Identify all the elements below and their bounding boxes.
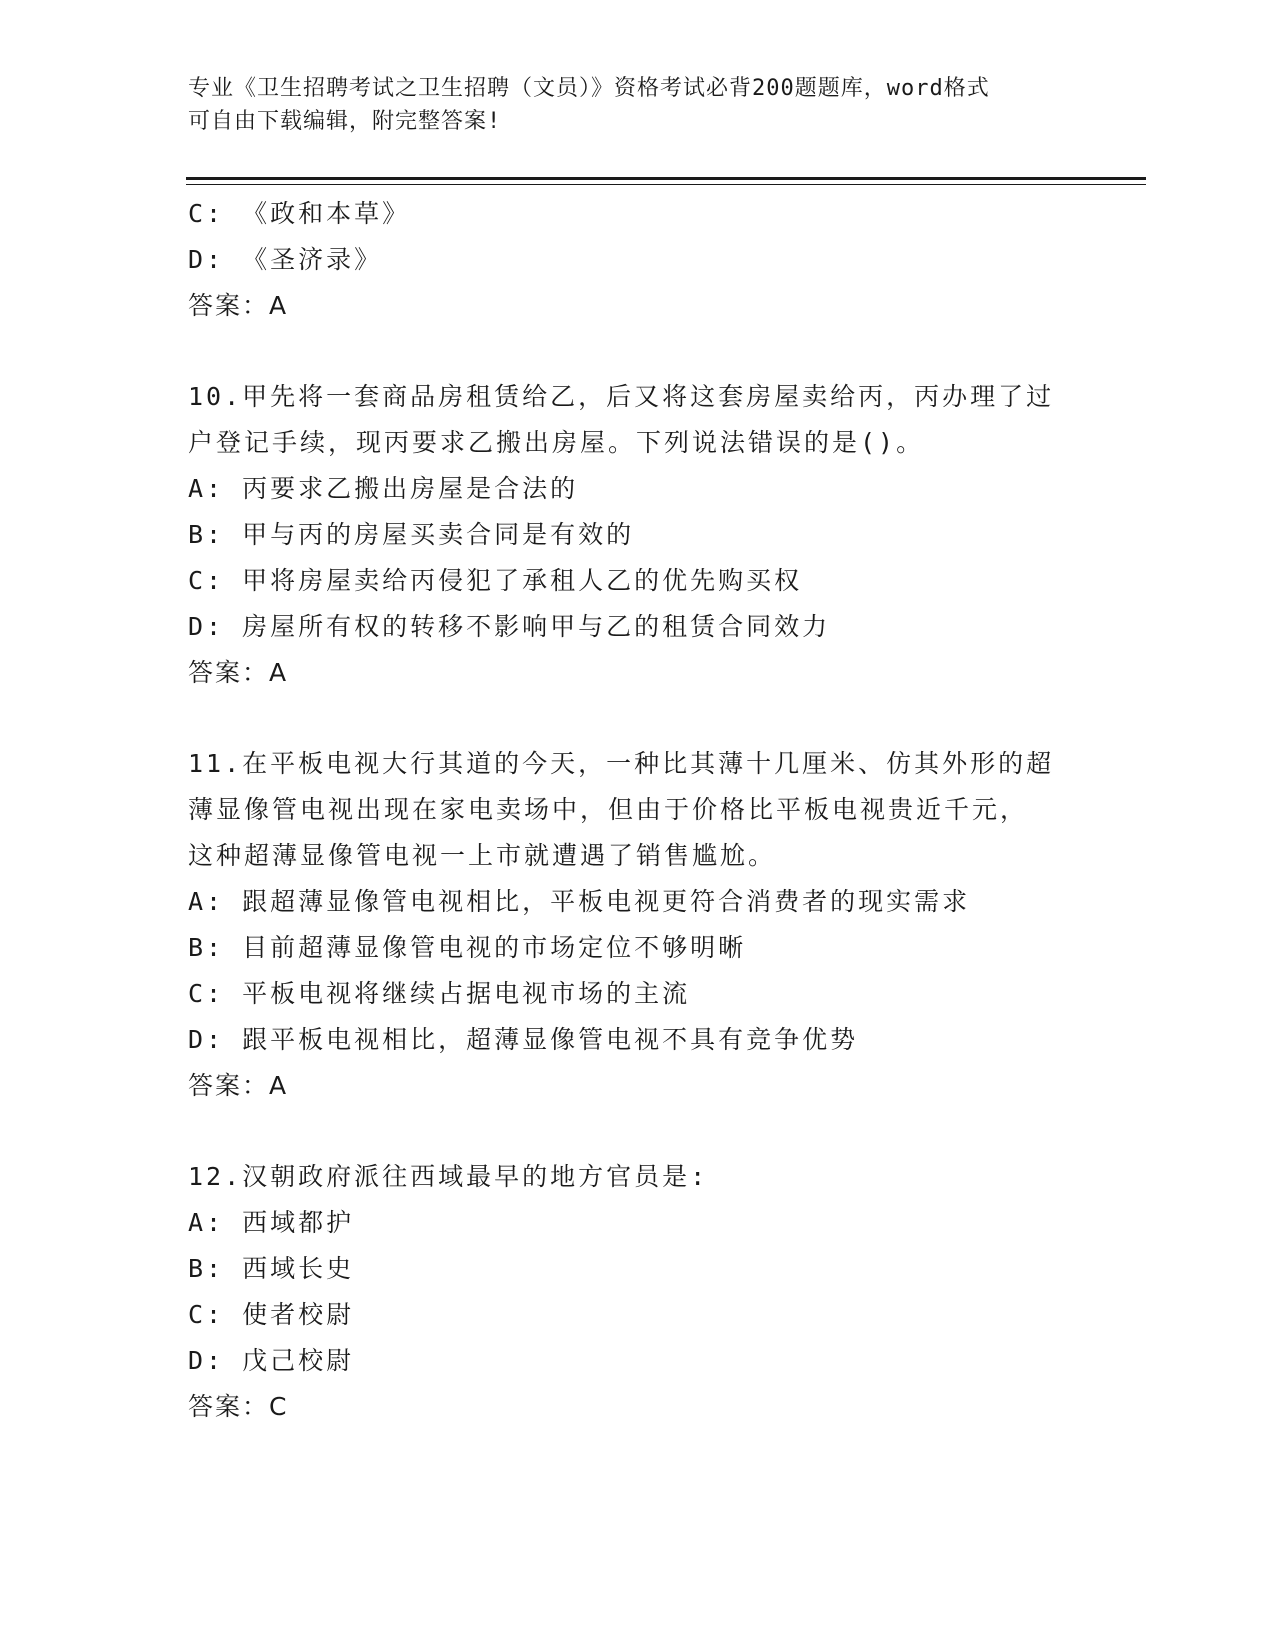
answer-line: 答案：A [188,658,289,687]
option-d: D: 戊己校尉 [188,1346,355,1375]
question-list [188,191,1088,1430]
option-d: D: 《圣济录》 [188,245,383,274]
answer-line: 答案：A [188,291,289,320]
option-c: C: 《政和本草》 [188,199,411,228]
answer-line: 答案：A [188,1071,289,1100]
header-divider-thick [186,177,1146,180]
option-c: C: 甲将房屋卖给丙侵犯了承租人乙的优先购买权 [188,566,803,595]
option-c: C: 使者校尉 [188,1300,355,1329]
spacer [188,1109,1088,1154]
question-9-tail [188,191,1088,329]
option-d: D: 跟平板电视相比，超薄显像管电视不具有竞争优势 [188,1025,859,1054]
header-divider-thin [186,184,1146,185]
option-a: A: 西域都护 [188,1208,355,1237]
question-stem: 11.在平板电视大行其道的今天，一种比其薄十几厘米、仿其外形的超 [188,749,1055,778]
question-10 [188,374,1088,696]
option-b: B: 目前超薄显像管电视的市场定位不够明晰 [188,933,747,962]
header-line-1: 专业《卫生招聘考试之卫生招聘（文员）》资格考试必背200题题库，word格式 [188,76,990,101]
option-b: B: 甲与丙的房屋买卖合同是有效的 [188,520,635,549]
option-a: A: 丙要求乙搬出房屋是合法的 [188,474,579,503]
option-d: D: 房屋所有权的转移不影响甲与乙的租赁合同效力 [188,612,831,641]
answer-line: 答案：C [188,1392,289,1421]
question-stem: 户登记手续，现丙要求乙搬出房屋。下列说法错误的是()。 [188,428,925,457]
question-stem: 这种超薄显像管电视一上市就遭遇了销售尴尬。 [188,841,777,870]
option-b: B: 西域长史 [188,1254,355,1283]
question-stem: 12.汉朝政府派往西域最早的地方官员是: [188,1162,709,1191]
question-stem: 薄显像管电视出现在家电卖场中，但由于价格比平板电视贵近千元， [188,795,1029,824]
option-a: A: 跟超薄显像管电视相比，平板电视更符合消费者的现实需求 [188,887,971,916]
document-header [188,72,1088,138]
option-c: C: 平板电视将继续占据电视市场的主流 [188,979,691,1008]
question-11 [188,741,1088,1109]
spacer [188,696,1088,741]
spacer [188,329,1088,374]
question-stem: 10.甲先将一套商品房租赁给乙，后又将这套房屋卖给丙，丙办理了过 [188,382,1055,411]
question-12 [188,1154,1088,1430]
header-line-2: 可自由下载编辑，附完整答案! [188,109,502,134]
